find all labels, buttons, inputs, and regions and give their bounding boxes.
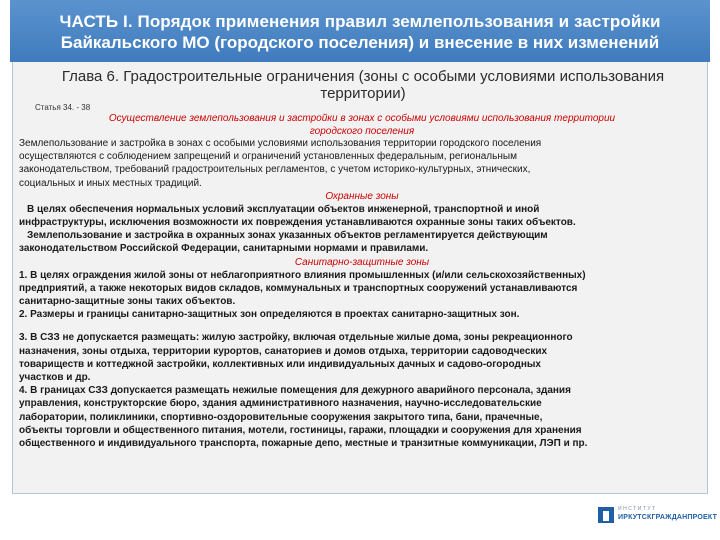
- intro-paragraph-line: осуществляются с соблюдением запрещений и ограничений установленных федеральным, региональным: [19, 151, 517, 163]
- building-icon: [598, 507, 614, 523]
- protected-zones-section: [19, 203, 705, 256]
- intro-heading-line2: городского поселения: [309, 126, 415, 137]
- slide-header: [10, 0, 710, 62]
- protected-zones-heading: Охранные зоны: [325, 190, 399, 202]
- sanitary-paragraph-line: объекты торговли и общественного питания, мотели, гостиницы, гаражи, площадки и сооружения для хранения: [19, 424, 582, 436]
- sanitary-paragraph-line: предприятий, а также некоторых видов складов, коммунальных и транспортных сооружений устанавливаются: [19, 282, 578, 294]
- sanitary-paragraph-line: 3. В СЗЗ не допускается размещать: жилую застройку, включая отдельные жилые дома, зоны рекреационного: [19, 332, 573, 344]
- intro-paragraph-line: Землепользование и застройка в зонах с особыми условиями использования территории городского поселения: [19, 138, 542, 149]
- article-range: Статья 34. - 38: [35, 103, 91, 112]
- protected-paragraph-line: инфраструктуры, исключения возможности их повреждения устанавливаются охранные зоны таких объектов.: [19, 217, 576, 229]
- sanitary-zones-heading: Санитарно-защитные зоны: [294, 256, 430, 268]
- header-title-line1: ЧАСТЬ I. Порядок применения правил землепользования и застройки: [59, 12, 661, 31]
- logo-caption: ИНСТИТУТ: [618, 506, 657, 512]
- sanitary-zones-section: [19, 269, 705, 451]
- content-panel: [12, 62, 708, 494]
- intro-paragraph-line: законодательством, требований градостроительных регламентов, с учетом историко-культурных, этнических,: [19, 164, 531, 176]
- intro-paragraph-line: социальных и иных местных традиций.: [19, 177, 202, 189]
- header-title-line2: Байкальского МО (городского поселения) и внесение в них изменений: [60, 33, 660, 52]
- chapter-title: [33, 68, 693, 102]
- sanitary-paragraph-line: участков и др.: [19, 372, 91, 384]
- document-body: [19, 137, 705, 450]
- chapter-title-line2: территории): [320, 85, 406, 102]
- sanitary-paragraph-line: 4. В границах СЗЗ допускается размещать нежилые помещения для дежурного аварийного персонала, здания: [19, 385, 571, 397]
- protected-paragraph-line: Землепользование и застройка в охранных зонах указанных объектов регламентируется действующим: [27, 230, 548, 242]
- sanitary-paragraph-line: товариществ и коттеджной застройки, коллективных или индивидуальных дачных и садово-огородных: [19, 358, 541, 370]
- intro-heading-line1: Осуществление землепользования и застройки в зонах с особыми условиями использования территории: [108, 113, 616, 124]
- sanitary-paragraph-line: управления, конструкторские бюро, здания административного назначения, научно-исследовательские: [19, 398, 542, 410]
- sanitary-paragraph-line: 1. В целях ограждения жилой зоны от неблагоприятного влияния промышленных (и/или сельскохозяйственных): [19, 269, 586, 281]
- sanitary-paragraph-line: общественного и индивидуального транспорта, пожарные депо, местные и транзитные коммуникации, ЛЭП и пр.: [19, 438, 588, 450]
- paragraph-spacer: [19, 321, 705, 331]
- protected-paragraph-line: В целях обеспечения нормальных условий эксплуатации объектов инженерной, транспортной и иной: [27, 203, 540, 215]
- chapter-title-line1: Глава 6. Градостроительные ограничения (зоны с особыми условиями использования: [61, 68, 665, 85]
- protected-paragraph-line: законодательством Российской Федерации, санитарными нормами и правилами.: [19, 243, 429, 255]
- sanitary-paragraph-line: 2. Размеры и границы санитарно-защитных зон определяются в проектах санитарно-защитных зон.: [19, 309, 520, 321]
- institute-logo: [598, 505, 718, 527]
- sanitary-paragraph-line: санитарно-защитные зоны таких объектов.: [19, 296, 236, 308]
- intro-heading: [17, 112, 707, 138]
- sanitary-paragraph-line: назначения, зоны отдыха, территории курортов, санаториев и домов отдыха, территории садоводческих: [19, 345, 548, 357]
- logo-wordmark: ИРКУТСКГРАЖДАНПРОЕКТ: [618, 514, 718, 521]
- sanitary-paragraph-line: лаборатории, поликлиники, спортивно-оздоровительные сооружения закрытого типа, бани, прачечные,: [19, 411, 543, 423]
